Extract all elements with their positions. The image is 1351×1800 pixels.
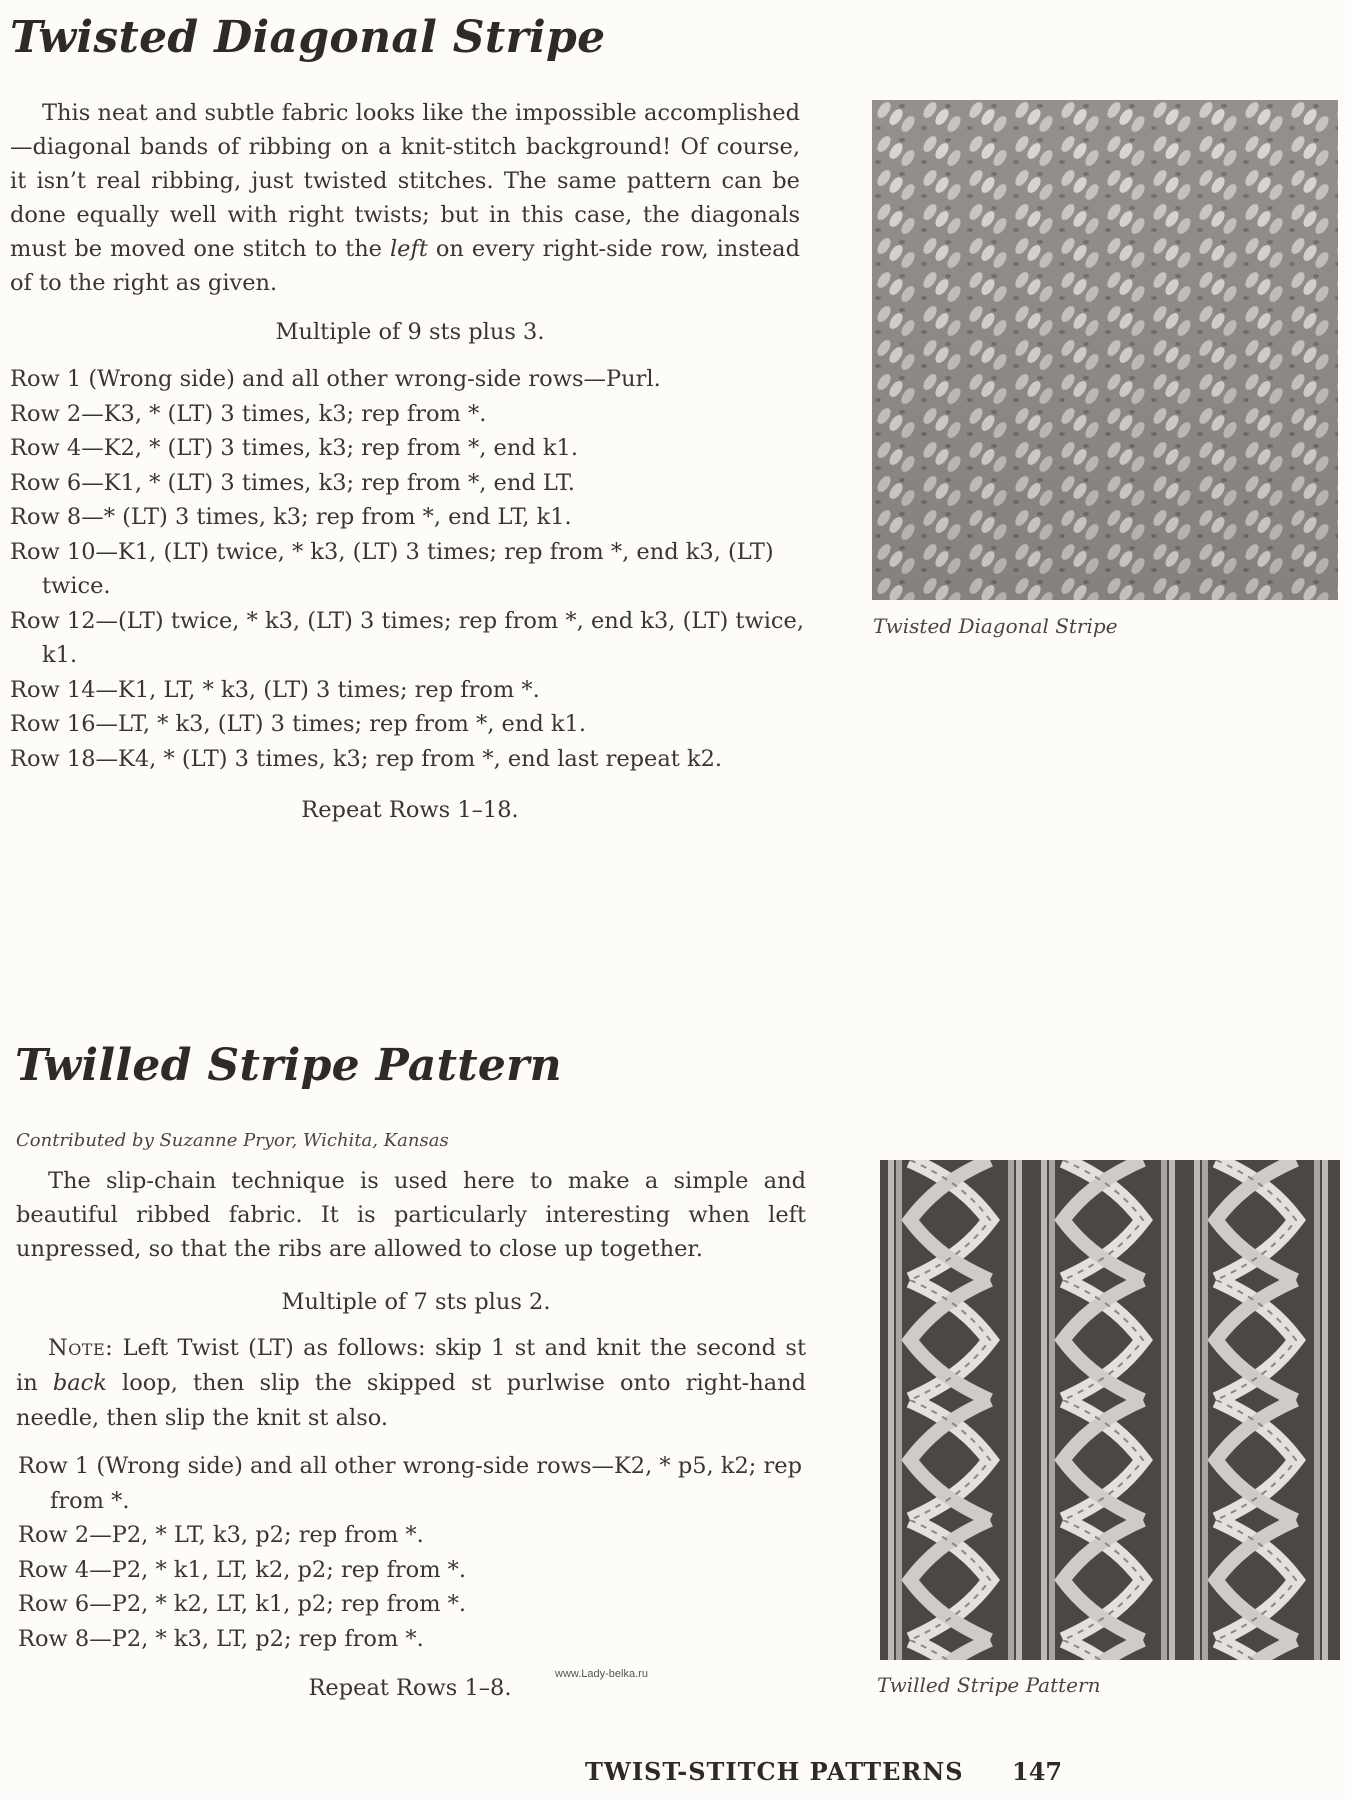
pattern2-multiple: Multiple of 7 sts plus 2. <box>281 1289 551 1315</box>
pattern2-swatch-photo <box>880 1160 1340 1660</box>
pattern2-repeat: Repeat Rows 1–8. <box>308 1675 512 1701</box>
pattern2-note-part1: Left Twist (LT) as follows: skip 1 st and knit the second st in <box>16 1335 806 1396</box>
pattern1-row: Row 2—K3, * (LT) 3 times, k3; rep from *. <box>10 400 487 427</box>
pattern1-row: Row 8—* (LT) 3 times, k3; rep from *, end LT, k1. <box>10 504 572 530</box>
page-number: 147 <box>1012 1757 1063 1786</box>
pattern1-multiple: Multiple of 9 sts plus 3. <box>275 319 545 345</box>
pattern2-title: Twilled Stripe Pattern <box>15 1040 562 1091</box>
pattern2-row: Row 2—P2, * LT, k3, p2; rep from *. <box>18 1522 424 1548</box>
pattern1-rows <box>10 362 805 776</box>
pattern1-intro-part2: on every right-side row, instead of to the right as given. <box>10 236 800 296</box>
running-head: TWIST-STITCH PATTERNS <box>585 1757 964 1786</box>
pattern1-row: Row 4—K2, * (LT) 3 times, k3; rep from *, end k1. <box>10 435 579 461</box>
pattern2-note-label: Note: <box>48 1335 114 1361</box>
pattern1-repeat: Repeat Rows 1–18. <box>301 797 519 823</box>
pattern1-row: Row 14—K1, LT, * k3, (LT) 3 times; rep from *. <box>10 676 540 703</box>
pattern1-intro-part1: This neat and subtle fabric looks like the impossible accomplished—diagonal bands of ribbing on a knit-stitch background! Of course, it isn’t real ribbing, just twisted stitches. The same pattern can be done equally well with right twists; but in this case, the diagonals must be moved one stitch to the <box>10 100 800 262</box>
watermark: www.Lady-belka.ru <box>555 1668 648 1680</box>
pattern2-caption: Twilled Stripe Pattern <box>877 1673 1101 1697</box>
pattern1-row: Row 10—K1, (LT) twice, * k3, (LT) 3 times; rep from *, end k3, (LT) twice. <box>10 538 774 599</box>
pattern1-swatch-photo <box>872 100 1338 600</box>
pattern1-row: Row 16—LT, * k3, (LT) 3 times; rep from *, end k1. <box>10 711 587 737</box>
pattern2-credit: Contributed by Suzanne Pryor, Wichita, Kansas <box>16 1130 449 1151</box>
pattern1-intro <box>10 96 800 300</box>
pattern1-row: Row 6—K1, * (LT) 3 times, k3; rep from *, end LT. <box>10 469 575 496</box>
pattern2-row: Row 8—P2, * k3, LT, p2; rep from *. <box>18 1625 424 1652</box>
pattern1-intro-emphasis: left <box>389 236 428 262</box>
pattern2-row: Row 6—P2, * k2, LT, k1, p2; rep from *. <box>18 1591 467 1617</box>
pattern1-row: Row 18—K4, * (LT) 3 times, k3; rep from *, end last repeat k2. <box>10 745 723 772</box>
pattern2-row: Row 1 (Wrong side) and all other wrong-side rows—K2, * p5, k2; rep from *. <box>18 1453 803 1514</box>
pattern2-note <box>16 1331 806 1436</box>
pattern1-caption: Twisted Diagonal Stripe <box>873 614 1118 638</box>
pattern2-row: Row 4—P2, * k1, LT, k2, p2; rep from *. <box>18 1556 467 1583</box>
pattern1-title: Twisted Diagonal Stripe <box>10 12 606 63</box>
pattern2-rows <box>18 1449 808 1656</box>
pattern2-intro: The slip-chain technique is used here to make a simple and beautiful ribbed fabric. It is particularly interesting when left unpressed, so that the ribs are allowed to close up together. <box>16 1168 806 1262</box>
pattern2-note-part2: loop, then slip the skipped st purlwise onto right-hand needle, then slip the knit st also. <box>16 1370 807 1431</box>
pattern2-note-emphasis: back <box>52 1370 107 1396</box>
pattern1-row: Row 12—(LT) twice, * k3, (LT) 3 times; rep from *, end k3, (LT) twice, k1. <box>10 607 804 668</box>
pattern1-row: Row 1 (Wrong side) and all other wrong-side rows—Purl. <box>10 366 661 392</box>
